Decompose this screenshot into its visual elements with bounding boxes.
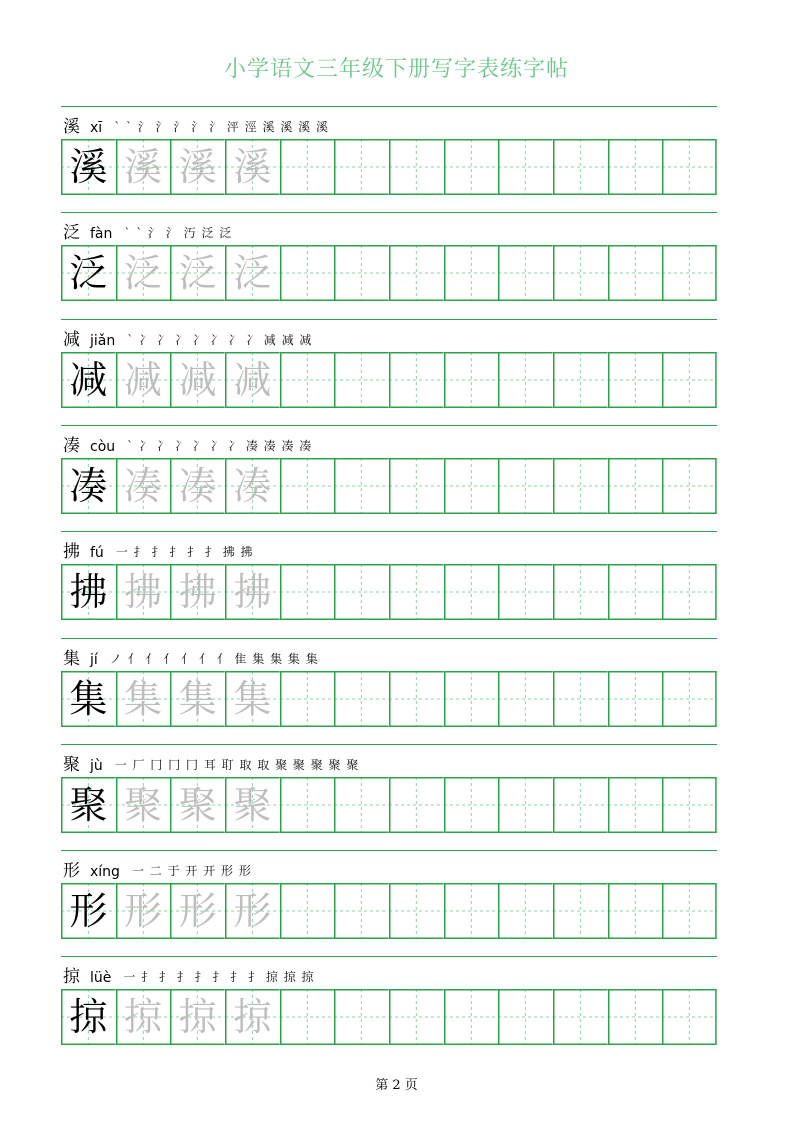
practice-cell xyxy=(662,245,717,301)
row-character: 集 xyxy=(63,648,80,669)
trace-character: 拂 xyxy=(178,570,217,615)
cell-grid-lines xyxy=(444,989,499,1045)
cell-grid-lines xyxy=(553,989,608,1045)
trace-character: 减 xyxy=(123,357,162,402)
cell-grid-lines xyxy=(608,352,663,408)
cell-grid-lines xyxy=(498,564,553,620)
cell-grid-lines xyxy=(444,139,499,195)
stroke-order: 一 二 于 开 开 形 形 xyxy=(131,864,252,879)
practice-row xyxy=(61,212,717,302)
cell-grid-lines xyxy=(280,564,335,620)
model-cell xyxy=(61,777,116,833)
row-pinyin: jí xyxy=(90,651,98,668)
practice-cell xyxy=(608,458,663,514)
cell-grid-lines xyxy=(608,458,663,514)
cell-grid-lines xyxy=(389,989,444,1045)
trace-cell xyxy=(116,458,171,514)
cell-grid-lines xyxy=(553,564,608,620)
practice-cell xyxy=(608,989,663,1045)
trace-cell xyxy=(170,989,225,1045)
practice-cell xyxy=(662,989,717,1045)
trace-character: 聚 xyxy=(178,782,217,827)
row-pinyin: jù xyxy=(90,757,103,774)
practice-cell xyxy=(444,671,499,727)
row-divider xyxy=(61,531,717,532)
practice-cell xyxy=(498,458,553,514)
practice-cell xyxy=(662,564,717,620)
row-info xyxy=(63,219,232,243)
cell-grid-lines xyxy=(389,245,444,301)
row-info xyxy=(63,857,252,881)
cell-grid-lines xyxy=(662,139,717,195)
practice-cell xyxy=(280,777,335,833)
trace-cell xyxy=(225,777,280,833)
practice-cell xyxy=(389,989,444,1045)
model-cell xyxy=(61,671,116,727)
trace-character: 凑 xyxy=(178,463,217,508)
cell-grid-lines xyxy=(280,883,335,939)
practice-cell xyxy=(444,139,499,195)
practice-cell xyxy=(498,989,553,1045)
cell-grid-lines xyxy=(662,777,717,833)
cell-grid-lines xyxy=(334,883,389,939)
practice-cell xyxy=(389,883,444,939)
cell-grid-lines xyxy=(498,139,553,195)
practice-cell xyxy=(444,458,499,514)
trace-character: 泛 xyxy=(123,251,162,296)
trace-character: 减 xyxy=(178,357,217,402)
row-info xyxy=(63,645,319,669)
writing-grid xyxy=(61,671,717,727)
practice-cell xyxy=(608,671,663,727)
cell-grid-lines xyxy=(280,139,335,195)
practice-cell xyxy=(662,671,717,727)
trace-cell xyxy=(170,883,225,939)
row-character: 泛 xyxy=(63,223,80,244)
model-character: 泛 xyxy=(69,251,108,296)
practice-cell xyxy=(389,671,444,727)
practice-cell xyxy=(498,777,553,833)
cell-grid-lines xyxy=(662,671,717,727)
row-divider xyxy=(61,106,717,107)
practice-cell xyxy=(389,352,444,408)
row-character: 减 xyxy=(63,329,80,350)
cell-grid-lines xyxy=(553,777,608,833)
cell-grid-lines xyxy=(662,989,717,1045)
trace-character: 凑 xyxy=(123,463,162,508)
practice-cell xyxy=(498,564,553,620)
practice-row xyxy=(61,531,717,621)
practice-cell xyxy=(334,139,389,195)
cell-grid-lines xyxy=(498,777,553,833)
practice-cell xyxy=(553,777,608,833)
practice-row xyxy=(61,744,717,834)
row-info xyxy=(63,113,329,137)
row-character: 拂 xyxy=(63,542,80,563)
model-cell xyxy=(61,458,116,514)
practice-cell xyxy=(553,352,608,408)
model-character: 凑 xyxy=(69,463,108,508)
writing-grid xyxy=(61,989,717,1045)
practice-cell xyxy=(608,352,663,408)
trace-cell xyxy=(116,777,171,833)
stroke-order: ` 冫 冫 冫 冫 冫 冫 冫 减 减 减 xyxy=(127,332,313,347)
cell-grid-lines xyxy=(444,777,499,833)
cell-grid-lines xyxy=(498,352,553,408)
trace-cell xyxy=(170,777,225,833)
practice-cell xyxy=(662,139,717,195)
practice-cell xyxy=(553,989,608,1045)
practice-row xyxy=(61,956,717,1046)
practice-cell xyxy=(280,458,335,514)
trace-character: 集 xyxy=(178,676,217,721)
trace-cell xyxy=(170,564,225,620)
page-number: 第 2 页 xyxy=(375,1078,418,1093)
practice-cell xyxy=(334,989,389,1045)
practice-cell xyxy=(389,139,444,195)
trace-character: 溪 xyxy=(178,145,217,189)
row-divider xyxy=(61,744,717,745)
practice-cell xyxy=(334,671,389,727)
practice-cell xyxy=(498,671,553,727)
practice-cell xyxy=(498,883,553,939)
cell-grid-lines xyxy=(662,458,717,514)
trace-cell xyxy=(170,352,225,408)
page-title: 小学语文三年级下册写字表练字帖 xyxy=(223,57,569,82)
trace-character: 集 xyxy=(123,676,162,721)
row-info xyxy=(63,963,315,987)
practice-cell xyxy=(280,139,335,195)
trace-character: 溪 xyxy=(123,145,162,189)
cell-grid-lines xyxy=(389,671,444,727)
practice-cell xyxy=(444,989,499,1045)
trace-character: 掠 xyxy=(233,995,272,1040)
row-pinyin: còu xyxy=(90,438,116,455)
stroke-order: ` ` 氵 氵 汅 泛 泛 xyxy=(124,226,233,241)
model-cell xyxy=(61,245,116,301)
practice-cell xyxy=(444,564,499,620)
trace-character: 掠 xyxy=(123,995,162,1040)
stroke-order: ノ 亻 亻 亻 亻 亻 亻 隹 集 集 集 集 xyxy=(109,651,319,666)
row-divider xyxy=(61,850,717,851)
cell-grid-lines xyxy=(389,564,444,620)
practice-cell xyxy=(553,671,608,727)
practice-cell xyxy=(553,245,608,301)
practice-row xyxy=(61,319,717,409)
cell-grid-lines xyxy=(444,883,499,939)
row-divider xyxy=(61,638,717,639)
cell-grid-lines xyxy=(389,458,444,514)
practice-cell xyxy=(553,458,608,514)
trace-character: 聚 xyxy=(123,782,162,827)
model-character: 形 xyxy=(69,889,108,934)
trace-cell xyxy=(116,245,171,301)
practice-cell xyxy=(662,883,717,939)
cell-grid-lines xyxy=(553,139,608,195)
cell-grid-lines xyxy=(389,352,444,408)
practice-cell xyxy=(553,883,608,939)
cell-grid-lines xyxy=(553,883,608,939)
writing-grid xyxy=(61,139,717,195)
trace-character: 减 xyxy=(233,357,272,402)
trace-cell xyxy=(170,458,225,514)
cell-grid-lines xyxy=(662,245,717,301)
trace-character: 溪 xyxy=(233,145,272,189)
cell-grid-lines xyxy=(334,671,389,727)
practice-cell xyxy=(444,883,499,939)
practice-cell xyxy=(444,245,499,301)
cell-grid-lines xyxy=(662,564,717,620)
trace-cell xyxy=(225,352,280,408)
row-character: 形 xyxy=(63,861,80,882)
cell-grid-lines xyxy=(280,777,335,833)
cell-grid-lines xyxy=(334,139,389,195)
cell-grid-lines xyxy=(608,245,663,301)
trace-cell xyxy=(170,671,225,727)
row-pinyin: lüè xyxy=(90,970,112,987)
cell-grid-lines xyxy=(662,883,717,939)
cell-grid-lines xyxy=(389,883,444,939)
stroke-order: 一 厂 冂 冂 冂 耳 耵 取 取 聚 聚 聚 聚 聚 xyxy=(114,757,360,772)
writing-grid xyxy=(61,352,717,408)
trace-cell xyxy=(225,139,280,195)
row-character: 溪 xyxy=(63,117,80,137)
cell-grid-lines xyxy=(498,458,553,514)
row-info xyxy=(63,751,359,775)
cell-grid-lines xyxy=(553,671,608,727)
row-character: 聚 xyxy=(63,754,80,775)
cell-grid-lines xyxy=(334,989,389,1045)
practice-cell xyxy=(498,245,553,301)
trace-character: 集 xyxy=(233,676,272,721)
practice-row xyxy=(61,850,717,940)
cell-grid-lines xyxy=(553,245,608,301)
row-pinyin: fàn xyxy=(90,226,113,243)
practice-cell xyxy=(389,458,444,514)
cell-grid-lines xyxy=(444,245,499,301)
trace-character: 形 xyxy=(178,889,217,934)
practice-cell xyxy=(662,777,717,833)
trace-character: 形 xyxy=(233,889,272,934)
trace-cell xyxy=(116,139,171,195)
trace-cell xyxy=(116,989,171,1045)
model-cell xyxy=(61,989,116,1045)
model-character: 减 xyxy=(69,357,108,402)
row-info xyxy=(63,538,254,562)
model-character: 聚 xyxy=(69,782,108,827)
practice-cell xyxy=(662,352,717,408)
practice-cell xyxy=(280,989,335,1045)
model-cell xyxy=(61,352,116,408)
trace-cell xyxy=(170,245,225,301)
writing-grid xyxy=(61,564,717,620)
row-pinyin: xíng xyxy=(90,864,120,881)
cell-grid-lines xyxy=(444,352,499,408)
row-divider xyxy=(61,956,717,957)
cell-grid-lines xyxy=(498,989,553,1045)
practice-cell xyxy=(334,352,389,408)
practice-cell xyxy=(553,564,608,620)
cell-grid-lines xyxy=(444,458,499,514)
cell-grid-lines xyxy=(280,671,335,727)
row-divider xyxy=(61,425,717,426)
row-divider xyxy=(61,319,717,320)
practice-cell xyxy=(444,352,499,408)
trace-cell xyxy=(225,458,280,514)
trace-character: 形 xyxy=(123,889,162,934)
writing-grid xyxy=(61,458,717,514)
model-character: 掠 xyxy=(69,995,108,1040)
cell-grid-lines xyxy=(498,245,553,301)
cell-grid-lines xyxy=(553,458,608,514)
trace-character: 泛 xyxy=(178,251,217,296)
cell-grid-lines xyxy=(389,777,444,833)
cell-grid-lines xyxy=(608,777,663,833)
writing-grid xyxy=(61,245,717,301)
stroke-order: 一 扌 扌 扌 扌 扌 扌 扌 掠 掠 掠 xyxy=(123,970,315,985)
cell-grid-lines xyxy=(280,989,335,1045)
cell-grid-lines xyxy=(334,245,389,301)
trace-character: 拂 xyxy=(233,570,272,615)
stroke-order: ` ` 氵 氵 氵 氵 氵 泙 涇 溪 溪 溪 溪 xyxy=(114,120,329,134)
trace-cell xyxy=(116,352,171,408)
cell-grid-lines xyxy=(553,352,608,408)
trace-character: 掠 xyxy=(178,995,217,1040)
cell-grid-lines xyxy=(608,564,663,620)
writing-grid xyxy=(61,883,717,939)
cell-grid-lines xyxy=(608,139,663,195)
row-pinyin: jiǎn xyxy=(90,332,116,349)
trace-cell xyxy=(225,564,280,620)
practice-cell xyxy=(608,245,663,301)
cell-grid-lines xyxy=(280,245,335,301)
cell-grid-lines xyxy=(280,458,335,514)
practice-row xyxy=(61,638,717,728)
practice-cell xyxy=(608,139,663,195)
trace-cell xyxy=(225,671,280,727)
model-character: 拂 xyxy=(69,570,108,615)
cell-grid-lines xyxy=(334,352,389,408)
practice-cell xyxy=(608,883,663,939)
practice-cell xyxy=(334,883,389,939)
cell-grid-lines xyxy=(334,777,389,833)
cell-grid-lines xyxy=(334,564,389,620)
trace-cell xyxy=(116,564,171,620)
trace-cell xyxy=(225,883,280,939)
practice-cell xyxy=(498,352,553,408)
cell-grid-lines xyxy=(444,564,499,620)
cell-grid-lines xyxy=(498,671,553,727)
practice-row xyxy=(61,106,717,196)
practice-cell xyxy=(389,777,444,833)
cell-grid-lines xyxy=(389,139,444,195)
model-cell xyxy=(61,883,116,939)
stroke-order: ` 冫 冫 冫 冫 冫 冫 凑 凑 凑 凑 xyxy=(127,438,313,453)
row-info xyxy=(63,326,312,350)
row-divider xyxy=(61,212,717,213)
cell-grid-lines xyxy=(608,989,663,1045)
cell-grid-lines xyxy=(662,352,717,408)
row-character: 掠 xyxy=(63,967,80,988)
cell-grid-lines xyxy=(280,352,335,408)
practice-cell xyxy=(608,564,663,620)
model-cell xyxy=(61,564,116,620)
stroke-order: 一 扌 扌 扌 扌 扌 拂 拂 xyxy=(115,545,254,560)
practice-row xyxy=(61,425,717,515)
row-info xyxy=(63,432,312,456)
practice-cell xyxy=(334,458,389,514)
cell-grid-lines xyxy=(498,883,553,939)
trace-character: 凑 xyxy=(233,463,272,508)
practice-cell xyxy=(334,245,389,301)
practice-cell xyxy=(334,777,389,833)
practice-cell xyxy=(498,139,553,195)
practice-cell xyxy=(444,777,499,833)
practice-cell xyxy=(553,139,608,195)
practice-cell xyxy=(280,245,335,301)
cell-grid-lines xyxy=(608,671,663,727)
practice-cell xyxy=(662,458,717,514)
trace-character: 拂 xyxy=(123,570,162,615)
trace-cell xyxy=(170,139,225,195)
writing-grid xyxy=(61,777,717,833)
practice-cell xyxy=(280,671,335,727)
practice-cell xyxy=(608,777,663,833)
model-cell xyxy=(61,139,116,195)
row-character: 凑 xyxy=(63,435,80,456)
row-pinyin: fú xyxy=(90,545,104,562)
trace-cell xyxy=(116,671,171,727)
trace-cell xyxy=(225,989,280,1045)
cell-grid-lines xyxy=(334,458,389,514)
practice-cell xyxy=(389,564,444,620)
practice-cell xyxy=(389,245,444,301)
practice-cell xyxy=(280,564,335,620)
trace-cell xyxy=(225,245,280,301)
practice-cell xyxy=(280,883,335,939)
trace-cell xyxy=(116,883,171,939)
practice-cell xyxy=(334,564,389,620)
model-character: 溪 xyxy=(69,145,108,189)
trace-character: 泛 xyxy=(233,251,272,296)
cell-grid-lines xyxy=(608,883,663,939)
row-pinyin: xī xyxy=(90,120,103,136)
trace-character: 聚 xyxy=(233,782,272,827)
model-character: 集 xyxy=(69,676,108,721)
cell-grid-lines xyxy=(444,671,499,727)
practice-cell xyxy=(280,352,335,408)
